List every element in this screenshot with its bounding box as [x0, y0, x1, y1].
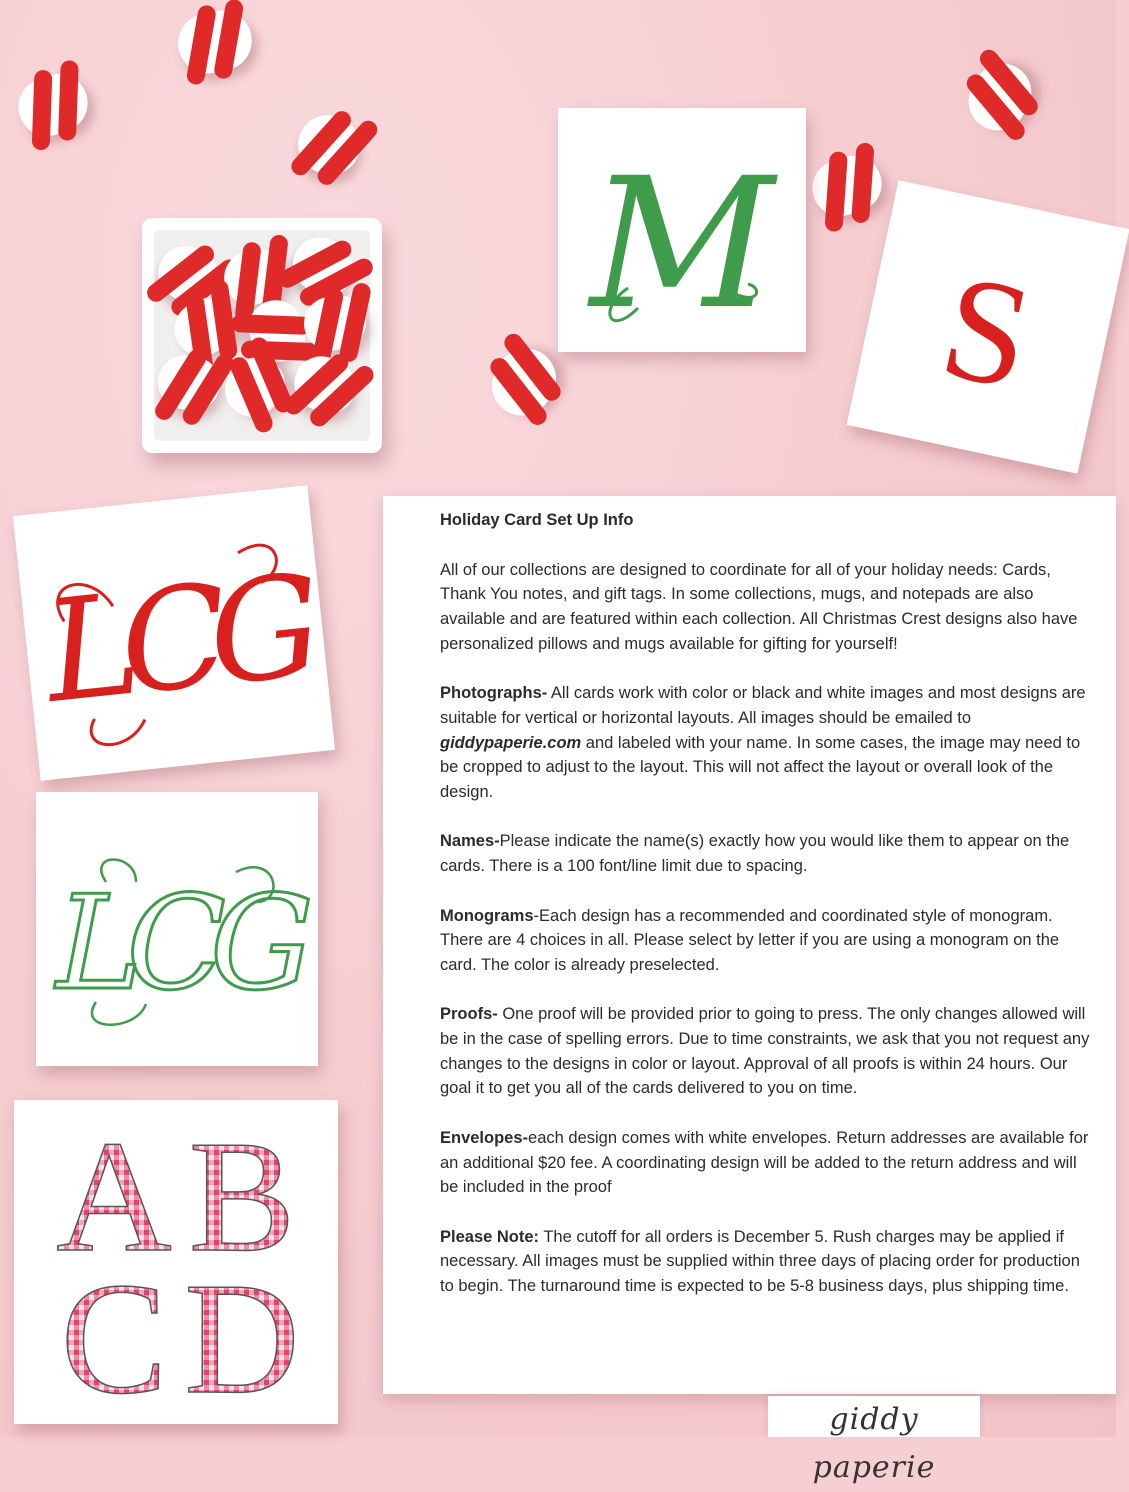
photographs-label: Photographs-: [440, 684, 548, 703]
peppermint-candy: [805, 149, 889, 224]
monogram-lcg-red-graphic: [13, 485, 335, 780]
note-paragraph: [440, 1225, 1090, 1299]
setup-info-title: Holiday Card Set Up Info: [440, 511, 634, 529]
photographs-text-2: and labeled with your name. In some cases, the image may need to be cropped to adjust to the layout. This will not affect the layout or overall look of the design.: [440, 733, 1081, 802]
envelopes-paragraph: [440, 1126, 1090, 1200]
peppermint-candy: [958, 53, 1041, 140]
letter-a: A: [56, 1107, 172, 1285]
intro-paragraph: All of our collections are designed to coordinate for all of your holiday needs: Cards, Thank You notes, and gift tags. In some collections, mugs, and notepads are also available and are featured within each collection. All Christmas Crest designs also have personalized pillows and mugs available for gifting for yourself!: [440, 560, 1078, 653]
candy-bowl-inner: [154, 230, 370, 441]
letter-d: D: [184, 1249, 300, 1427]
monogram-m-letter: M: [589, 140, 775, 349]
peppermint-candy: [481, 338, 567, 427]
monogram-card-m: [558, 108, 806, 352]
proofs-text: One proof will be provided prior to going to press. The only changes allowed will be in the case of spelling errors. Due to time constraints, we ask that you not request any changes to the designs in color or layout. Approval of all proofs is within 24 hours. Our goal it to get you all of the cards delivered to you on time.: [440, 1005, 1090, 1098]
letter-b: B: [188, 1107, 296, 1285]
monograms-text: -Each design has a recommended and coordinated style of monogram. There are 4 choices in all. Please select by letter if you are using a monogram on the card. The color is already preselected.: [440, 906, 1060, 974]
alphabet-card-abcd: [14, 1100, 338, 1427]
note-label: Please Note:: [440, 1227, 540, 1246]
monograms-paragraph: [440, 904, 1090, 978]
brand-logo: giddy paperie: [768, 1396, 980, 1437]
monogram-card-lcg-green: [36, 792, 318, 1066]
proofs-label: Proofs-: [440, 1005, 498, 1024]
peppermint-candy: [154, 351, 224, 415]
peppermint-candy: [290, 107, 368, 183]
monogram-lcg-green-letters: LCG: [56, 867, 298, 1019]
proofs-paragraph: [440, 1002, 1090, 1101]
monogram-m-graphic: [558, 108, 806, 352]
photographs-email-link[interactable]: giddypaperie.com: [440, 733, 582, 752]
monogram-lcg-red-letters: LCG: [38, 545, 312, 735]
letter-c: C: [60, 1249, 168, 1427]
monogram-s-letter: S: [928, 242, 1046, 422]
candy-bowl: [142, 218, 382, 453]
peppermint-candy: [10, 66, 96, 144]
monogram-s-graphic: [847, 180, 1129, 474]
photographs-text-1: All cards work with color or black and white images and most designs are suitable for vertical or horizontal layouts. All images should be emailed to: [440, 684, 1086, 727]
envelopes-label: Envelopes-: [440, 1128, 529, 1147]
alphabet-abcd-graphic: [14, 1100, 338, 1427]
photographs-paragraph: [440, 681, 1090, 805]
monogram-lcg-green-graphic: [36, 792, 318, 1066]
monogram-card-lcg-red: [13, 485, 335, 780]
setup-info-text: [440, 508, 1090, 1323]
setup-info-panel: [383, 496, 1116, 1394]
monograms-label: Monograms: [440, 906, 534, 925]
names-text: Please indicate the name(s) exactly how you would like them to appear on the cards. There is a 100 font/line limit due to spacing.: [440, 832, 1070, 876]
names-paragraph: [440, 829, 1090, 878]
monogram-card-s: [847, 180, 1129, 474]
envelopes-text: each design comes with white envelopes. Return addresses are available for an additional $20 fee. A coordinating design will be added to the return address and will be included in the proof: [440, 1128, 1089, 1197]
names-label: Names-: [440, 832, 500, 851]
note-text: The cutoff for all orders is December 5. Rush charges may be applied if necessary. All images must be supplied within three days of placing order for production to begin. The turnaround time is expected to be 5-8 business days, plus shipping time.: [440, 1227, 1080, 1295]
peppermint-candy: [173, 5, 258, 79]
